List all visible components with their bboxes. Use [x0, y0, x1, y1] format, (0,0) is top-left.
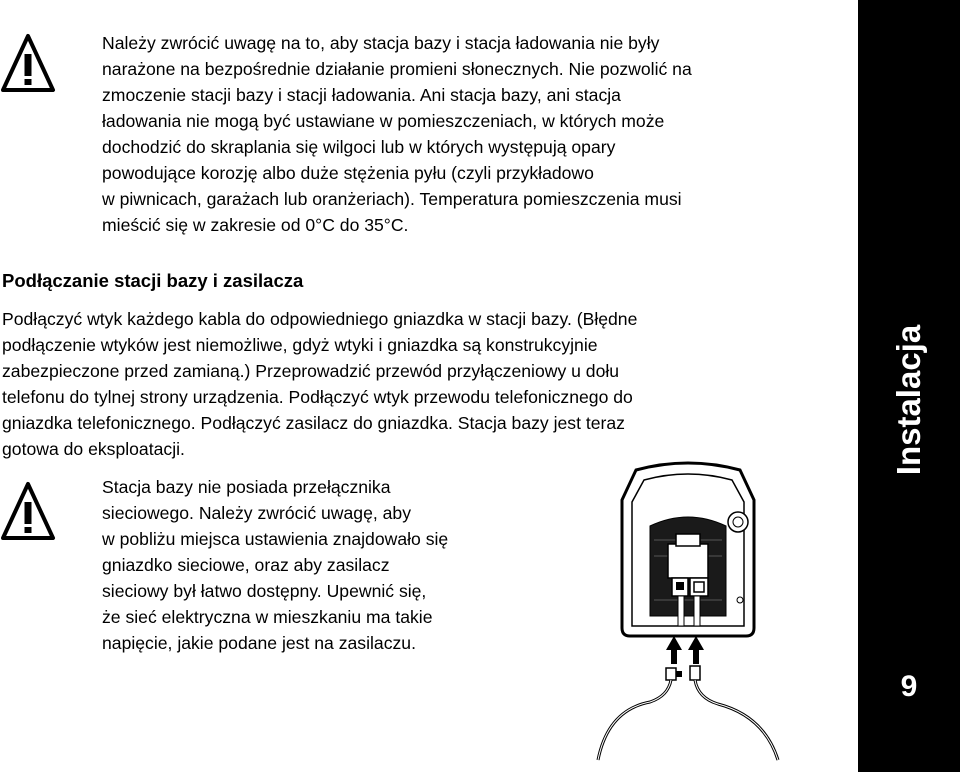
section-heading: Podłączanie stacji bazy i zasilacza [2, 270, 304, 291]
text-line: telefonu do tylnej strony urządzenia. Podłączyć wtyk przewodu telefonicznego do [2, 387, 633, 407]
chapter-sidebar [858, 0, 960, 772]
warning-icon-top [0, 32, 56, 99]
base-station-diagram [588, 460, 788, 770]
text-line: zmoczenie stacji bazy i stacji ładowania. Ani stacja bazy, ani stacja [102, 85, 621, 105]
text-line: w piwnicach, garażach lub oranżeriach). Temperatura pomieszczenia musi [102, 189, 682, 209]
text-line: gotowa do eksploatacji. [2, 439, 185, 459]
text-line: Należy zwrócić uwagę na to, aby stacja bazy i stacja ładowania nie były [102, 33, 660, 53]
text-line: w pobliżu miejsca ustawienia znajdowało się [102, 529, 449, 549]
warning-icon-bottom [0, 480, 56, 547]
text-line: ładowania nie mogą być ustawiane w pomieszczeniach, w których może [102, 111, 665, 131]
text-line: powodujące korozję albo duże stężenia pyłu (czyli przykładowo [102, 163, 594, 183]
text-line: podłączenie wtyków jest niemożliwe, gdyż wtyki i gniazdka są konstrukcyjnie [2, 335, 598, 355]
page-number: 9 [900, 670, 918, 703]
text-line: gniazdko sieciowe, oraz aby zasilacz [102, 555, 390, 575]
text-line: sieciowego. Należy zwrócić uwagę, aby [102, 503, 412, 523]
text-line: mieścić się w zakresie od 0°C do 35°C. [102, 215, 409, 235]
text-line: zabezpieczone przed zamianą.) Przeprowadzić przewód przyłączeniowy u dołu [2, 361, 620, 381]
base-station-illustration [588, 460, 788, 775]
warning-triangle-icon [0, 32, 56, 94]
chapter-title: Instalacja [890, 324, 927, 476]
text-line: gniazdka telefonicznego. Podłączyć zasilacz do gniazdka. Stacja bazy jest teraz [2, 413, 625, 433]
text-line: narażone na bezpośrednie działanie promieni słonecznych. Nie pozwolić na [102, 59, 692, 79]
section-body [2, 306, 637, 462]
warning-triangle-icon [0, 480, 56, 542]
text-line: sieciowy był łatwo dostępny. Upewnić się, [102, 581, 427, 601]
warning-text-top [102, 30, 692, 238]
text-line: napięcie, jakie podane jest na zasilaczu. [102, 633, 416, 653]
text-line: dochodzić do skraplania się wilgoci lub w których występują opary [102, 137, 616, 157]
warning-text-bottom [102, 474, 448, 656]
text-line: że sieć elektryczna w mieszkaniu ma takie [102, 607, 433, 627]
text-line: Stacja bazy nie posiada przełącznika [102, 477, 391, 497]
text-line: Podłączyć wtyk każdego kabla do odpowiedniego gniazdka w stacji bazy. (Błędne [2, 309, 638, 329]
